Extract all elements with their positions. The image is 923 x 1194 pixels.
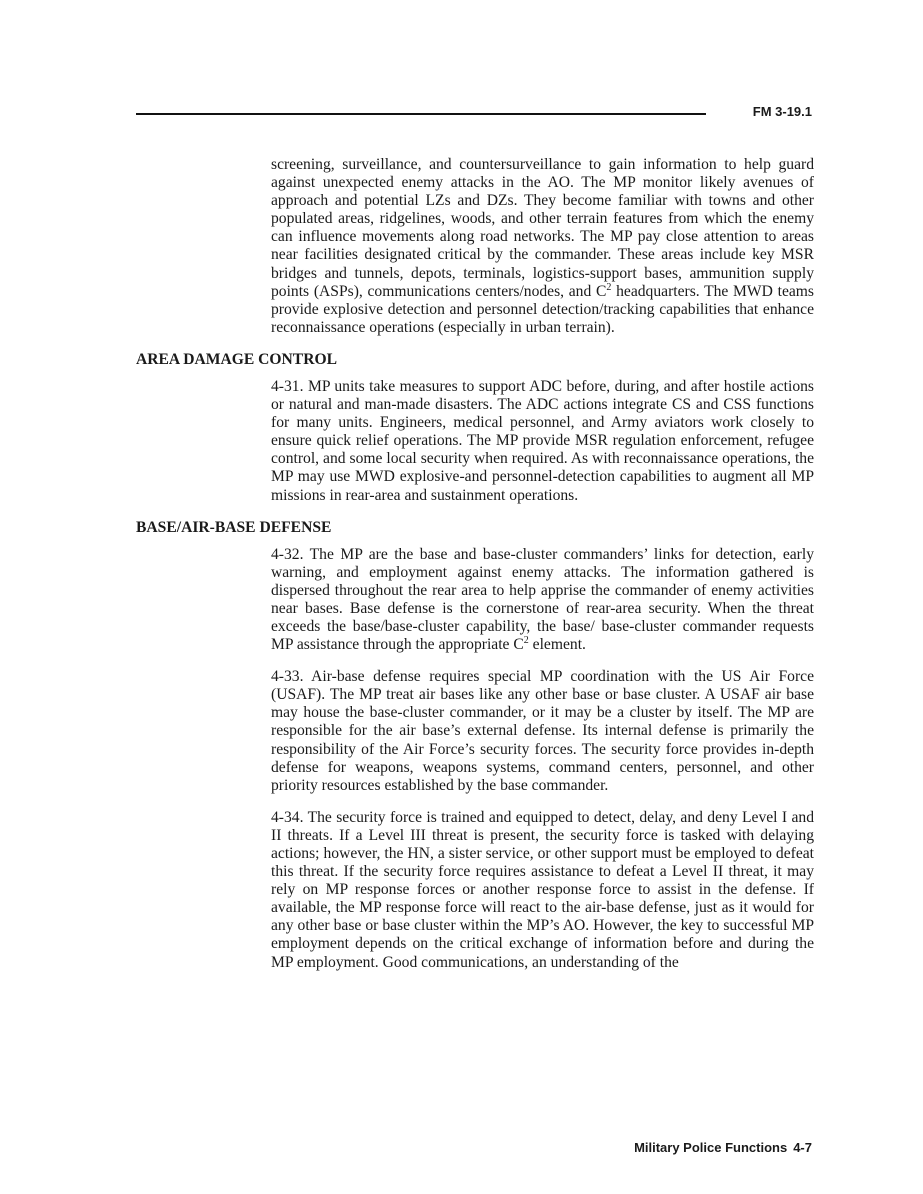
paragraph-4-32: 4-32. The MP are the base and base-cluster commanders’ links for detection, early warning, and employment against enemy attacks. The information gathered is dispersed throughout the rear area to help apprise the commander of enemy activities near bases. Base defense is the cornerstone of rear-area security. When the threat exceeds the base/base-cluster capability, the base/ base-cluster commander requests MP assistance through the appropriate $C^2$ element. <box>271 545 814 654</box>
section-heading-area-damage-control: AREA DAMAGE CONTROL <box>136 350 337 368</box>
section-heading-base-air-base-defense: BASE/AIR-BASE DEFENSE <box>136 518 332 536</box>
paragraph-4-33: 4-33. Air-base defense requires special MP coordination with the US Air Force (USAF). The MP treat air bases like any other base or base cluster. A USAF air base may house the base-cluster commander, or it may be a cluster by itself. The MP are responsible for the air base’s external defense. Its internal defense is primarily the responsibility of the Air Force’s security forces. The security force provides in-depth defense for weapons, weapons systems, command centers, personnel, and other priority resources established by the base commander. <box>271 668 814 794</box>
paragraph-4-31: 4-31. MP units take measures to support ADC before, during, and after hostile actions or natural and man-made disasters. The ADC actions integrate CS and CSS functions for many units. Engineers, medical personnel, and Army aviators work closely to ensure quick relief operations. The MP provide MSR regulation enforcement, refugee control, and some local security when required. As with reconnaissance operations, the MP may use MWD explosive-and personnel-detection capabilities to augment all MP missions in rear-area and sustainment operations. <box>271 377 814 504</box>
header-rule <box>136 113 706 115</box>
document-id: FM 3-19.1 <box>752 104 812 119</box>
chapter-title: Military Police Functions <box>634 1140 788 1155</box>
paragraph-4-34: 4-34. The security force is trained and equipped to detect, delay, and deny Level I and II threats. If a Level III threat is present, the security force is tasked with delaying actions; however, the HN, a sister service, or other support must be employed to defeat this threat. If the security force requires assistance to defeat a Level II threat, it may rely on MP response forces or another response force to assist in the defense. If available, the MP response force will react to the air-base defense, just as it would for any other base or base cluster within the MP’s AO. However, the key to successful MP employment depends on the critical exchange of information before and during the MP employment. Good communications, an understanding of the <box>271 808 814 971</box>
page-body <box>0 156 923 986</box>
page-footer <box>500 1140 812 1155</box>
body-paragraph: screening, surveillance, and countersurveillance to gain information to help guard against unexpected enemy attacks in the AO. The MP monitor likely avenues of approach and potential LZs and DZs. They become familiar with towns and other populated areas, ridgelines, woods, and other terrain features from which the enemy can influence movements along road networks. The MP pay close attention to areas near facilities designated critical by the commander. These areas include key MSR bridges and tunnels, depots, terminals, logistics-support bases, ammunition supply points (ASPs), communications centers/nodes, and $C^2$ headquarters. The MWD teams provide explosive detection and personnel detection/tracking capabilities that enhance reconnaissance operations (especially in urban terrain). <box>271 156 814 336</box>
page-number: 4-7 <box>793 1140 812 1155</box>
